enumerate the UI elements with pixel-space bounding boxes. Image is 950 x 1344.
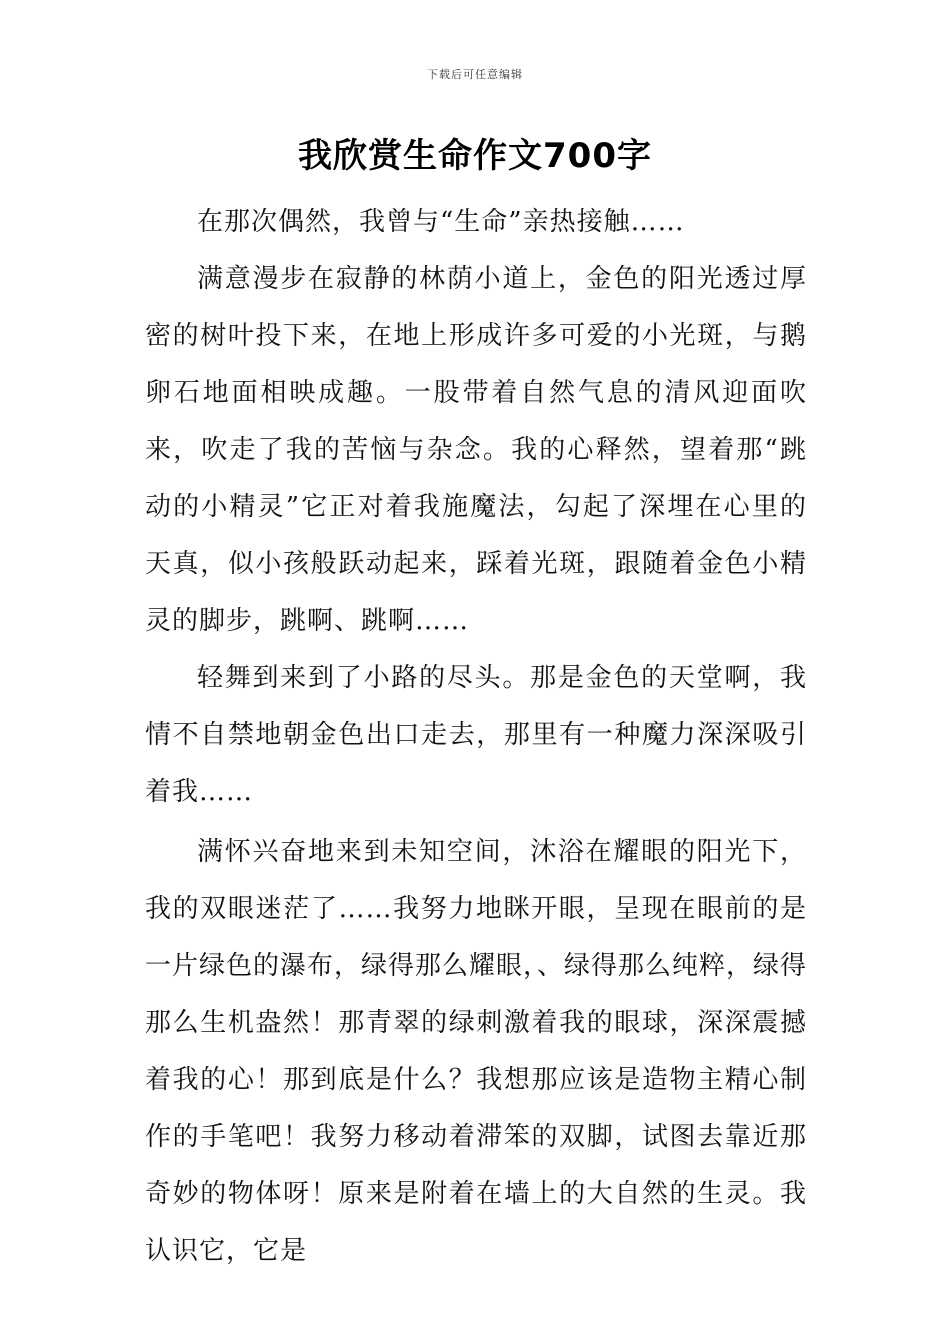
- paragraph-1: 在那次偶然，我曾与“生命”亲热接触……: [197, 207, 685, 237]
- document-body: [145, 194, 807, 1280]
- paragraph-4: 满怀兴奋地来到未知空间，沐浴在耀眼的阳光下，我的双眼迷茫了……我努力地眯开眼，呈现在眼前的是一片绿色的瀑布，绿得那么耀眼，、绿得那么纯粹，绿得那么生机盎然！那青翠的绿刺激着我的眼球，深深震撼着我的心！那到底是什么？我想那应该是造物主精心制作的手笔吧！我努力移动着滞笨的双脚，试图去靠近那奇妙的物体呀！原来是附着在墙上的大自然的生灵。我认识它，它是: [145, 837, 808, 1266]
- paragraph-2: 满意漫步在寂静的林荫小道上，金色的阳光透过厚密的树叶投下来，在地上形成许多可爱的小光斑，与鹅卵石地面相映成趣。一股带着自然气息的清风迎面吹来，吹走了我的苦恼与杂念。我的心释然，望着那“跳动的小精灵”它正对着我施魔法，勾起了深埋在心里的天真，似小孩般跃动起来，踩着光斑，跟随着金色小精灵的脚步，跳啊、跳啊……: [145, 264, 807, 636]
- header-note: 下载后可任意编辑: [427, 68, 523, 81]
- document-title: 我欣赏生命作文700字: [298, 136, 652, 176]
- paragraph-3: 轻舞到来到了小路的尽头。那是金色的天堂啊，我情不自禁地朝金色出口走去，那里有一种魔力深深吸引着我……: [145, 663, 807, 807]
